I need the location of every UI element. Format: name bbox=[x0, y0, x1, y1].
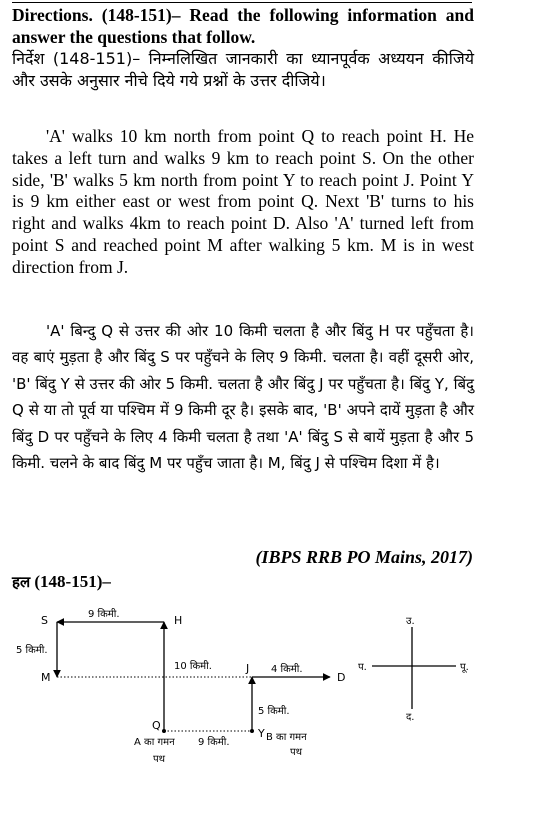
distance-j-d: 4 किमी. bbox=[271, 664, 303, 675]
compass-east: पू. bbox=[460, 662, 469, 673]
directions-english: Directions. (148-151)– Read the following information and answer the questions that follow. bbox=[12, 5, 474, 47]
solution-heading bbox=[12, 572, 111, 592]
solution-heading-hindi: हल bbox=[12, 573, 31, 591]
solution-heading-range: (148-151)– bbox=[34, 572, 111, 591]
passage-hindi: 'A' बिन्दु Q से उत्तर की ओर 10 किमी चलता है और बिंदु H पर पहुँचता है। वह बाएं मुड़ता है और बिंदु S पर पहुँचने के लिए 9 किमी. चलता है। वहीं दूसरी ओर, 'B' बिंदु Y से उत्तर की ओर 5 किमी. चलता है और बिंदु J पर पहुँचता है। बिंदु Y, बिंदु Q से या तो पूर्व या पश्चिम में 9 किमी दूर है। इसके बाद, 'B' अपने दायें मुड़ता है और बिंदु D पर पहुँचने के लिए 4 किमी चलता है तथा 'A' बिंदु S से बायें मुड़ता है और 5 किमी. चलने के बाद बिंदु M पर पहुँच जाता है। M, बिंदु J से पश्चिम दिशा में है। bbox=[12, 322, 474, 473]
point-m-label: M bbox=[41, 671, 51, 684]
distance-s-h: 9 किमी. bbox=[88, 609, 120, 620]
point-s-label: S bbox=[41, 614, 48, 627]
compass-south: द. bbox=[406, 712, 415, 723]
point-q-dot bbox=[162, 729, 166, 733]
compass-west: प. bbox=[358, 662, 367, 673]
compass-north: उ. bbox=[406, 616, 415, 627]
distance-q-h: 10 किमी. bbox=[174, 661, 212, 672]
top-rule bbox=[12, 2, 472, 3]
point-j-label: J bbox=[246, 662, 250, 675]
path-b-caption-line2: पथ bbox=[290, 747, 303, 758]
path-b-caption-line1: B का गमन bbox=[266, 732, 307, 743]
exam-source: (IBPS RRB PO Mains, 2017) bbox=[255, 547, 473, 567]
distance-y-j: 5 किमी. bbox=[258, 706, 290, 717]
path-a-caption-line2: पथ bbox=[153, 754, 166, 765]
distance-s-m: 5 किमी. bbox=[16, 645, 48, 656]
compass-icon bbox=[372, 627, 456, 709]
point-q-label: Q bbox=[152, 719, 161, 732]
path-a-caption-line1: A का गमन bbox=[134, 737, 175, 748]
distance-q-y: 9 किमी. bbox=[198, 737, 230, 748]
point-y-dot bbox=[250, 729, 254, 733]
directions-hindi: निर्देश (148-151)– निम्नलिखित जानकारी का ध्यानपूर्वक अध्ययन कीजिये और उसके अनुसार नीचे दिये गये प्रश्नों के उत्तर दीजिये। bbox=[12, 49, 474, 90]
point-d-label: D bbox=[337, 671, 346, 684]
point-h-label: H bbox=[174, 614, 183, 627]
direction-diagram bbox=[0, 600, 551, 775]
point-y-label: Y bbox=[258, 727, 265, 740]
passage-english: 'A' walks 10 km north from point Q to reach point H. He takes a left turn and walks 9 km to reach point S. On the other side, 'B' walks 5 km north from point Y to reach point J. Point Y is 9 km either east or west from point Q. Next 'B' turns to his right and walks 4km to reach point D. Also 'A' turned left from point S and reached point M after walking 5 km. M is in west direction from J. bbox=[12, 126, 474, 277]
